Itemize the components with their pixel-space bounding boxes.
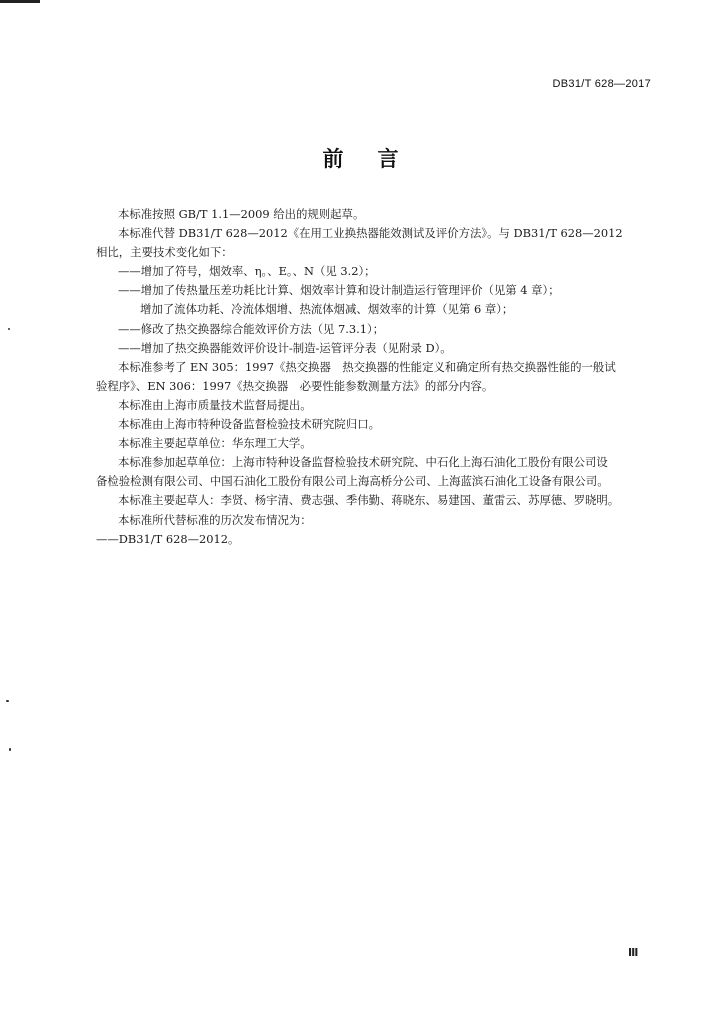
paragraph-drafting-rule: 本标准按照 GB/T 1.1—2009 给出的规则起草。 [118, 207, 365, 221]
page-title: 前言 [322, 147, 433, 171]
paragraph-history-intro: 本标准所代替标准的历次发布情况为： [118, 512, 312, 527]
paragraph-centralized-by: 本标准由上海市特种设备监督检验技术研究院归口。 [118, 417, 380, 432]
paragraph-replaces-line2: 相比，主要技术变化如下： [96, 245, 233, 260]
paragraph-drafters: 本标准主要起草人：李贤、杨宇清、费志强、季伟勤、蒋晓东、易建国、董雷云、苏厚德、罗晓明。 [118, 493, 620, 508]
change-item-symbols: ——增加了符号，烟效率、η。、E。、N（见 3.2）； [118, 264, 376, 279]
paragraph-main-drafter: 本标准主要起草单位：华东理工大学。 [118, 436, 312, 451]
paragraph-proposed-by: 本标准由上海市质量技术监督局提出。 [118, 397, 312, 412]
paragraph-references-line2: 验程序》、EN 306：1997《热交换器 必要性能参数测量方法》的部分内容。 [96, 378, 494, 393]
foreword-body [96, 205, 653, 549]
paragraph-participants-line1: 本标准参加起草单位：上海市特种设备监督检验技术研究院、中石化上海石油化工股份有限公司设 [118, 455, 608, 470]
standard-code: DB31/T 628—2017 [552, 78, 651, 90]
change-item-evaluation-method: ——修改了热交换器综合能效评价方法（见 7.3.1）； [118, 321, 385, 336]
paragraph-history-item: ——DB31/T 628—2012。 [96, 531, 240, 546]
change-item-score-table: ——增加了热交换器能效评价设计-制造-运管评分表（见附录 D）。 [118, 340, 452, 355]
change-item-heat-transfer: ——增加了传热量压差功耗比计算、烟效率计算和设计制造运行管理评价（见第 4 章）； [118, 283, 560, 298]
page-number: Ⅲ [628, 946, 639, 959]
top-edge-rule [0, 0, 40, 3]
scan-speck [6, 700, 9, 702]
scan-speck [8, 328, 10, 330]
paragraph-replaces-line1: 本标准代替 DB31/T 628—2012《在用工业换热器能效测试及评价方法》。与 DB31/T 628—2012 [118, 226, 623, 241]
paragraph-references-line1: 本标准参考了 EN 305：1997《热交换器 热交换器的性能定义和确定所有热交换器性能的一般试 [118, 359, 616, 374]
paragraph-participants-line2: 备检验检测有限公司、中国石油化工股份有限公司上海高桥分公司、上海蓝滨石油化工设备有限公司。 [96, 474, 609, 489]
scan-speck [9, 748, 11, 751]
change-item-fluid-power: 增加了流体功耗、冷流体烟增、热流体烟减、烟效率的计算（见第 6 章）； [140, 302, 514, 317]
